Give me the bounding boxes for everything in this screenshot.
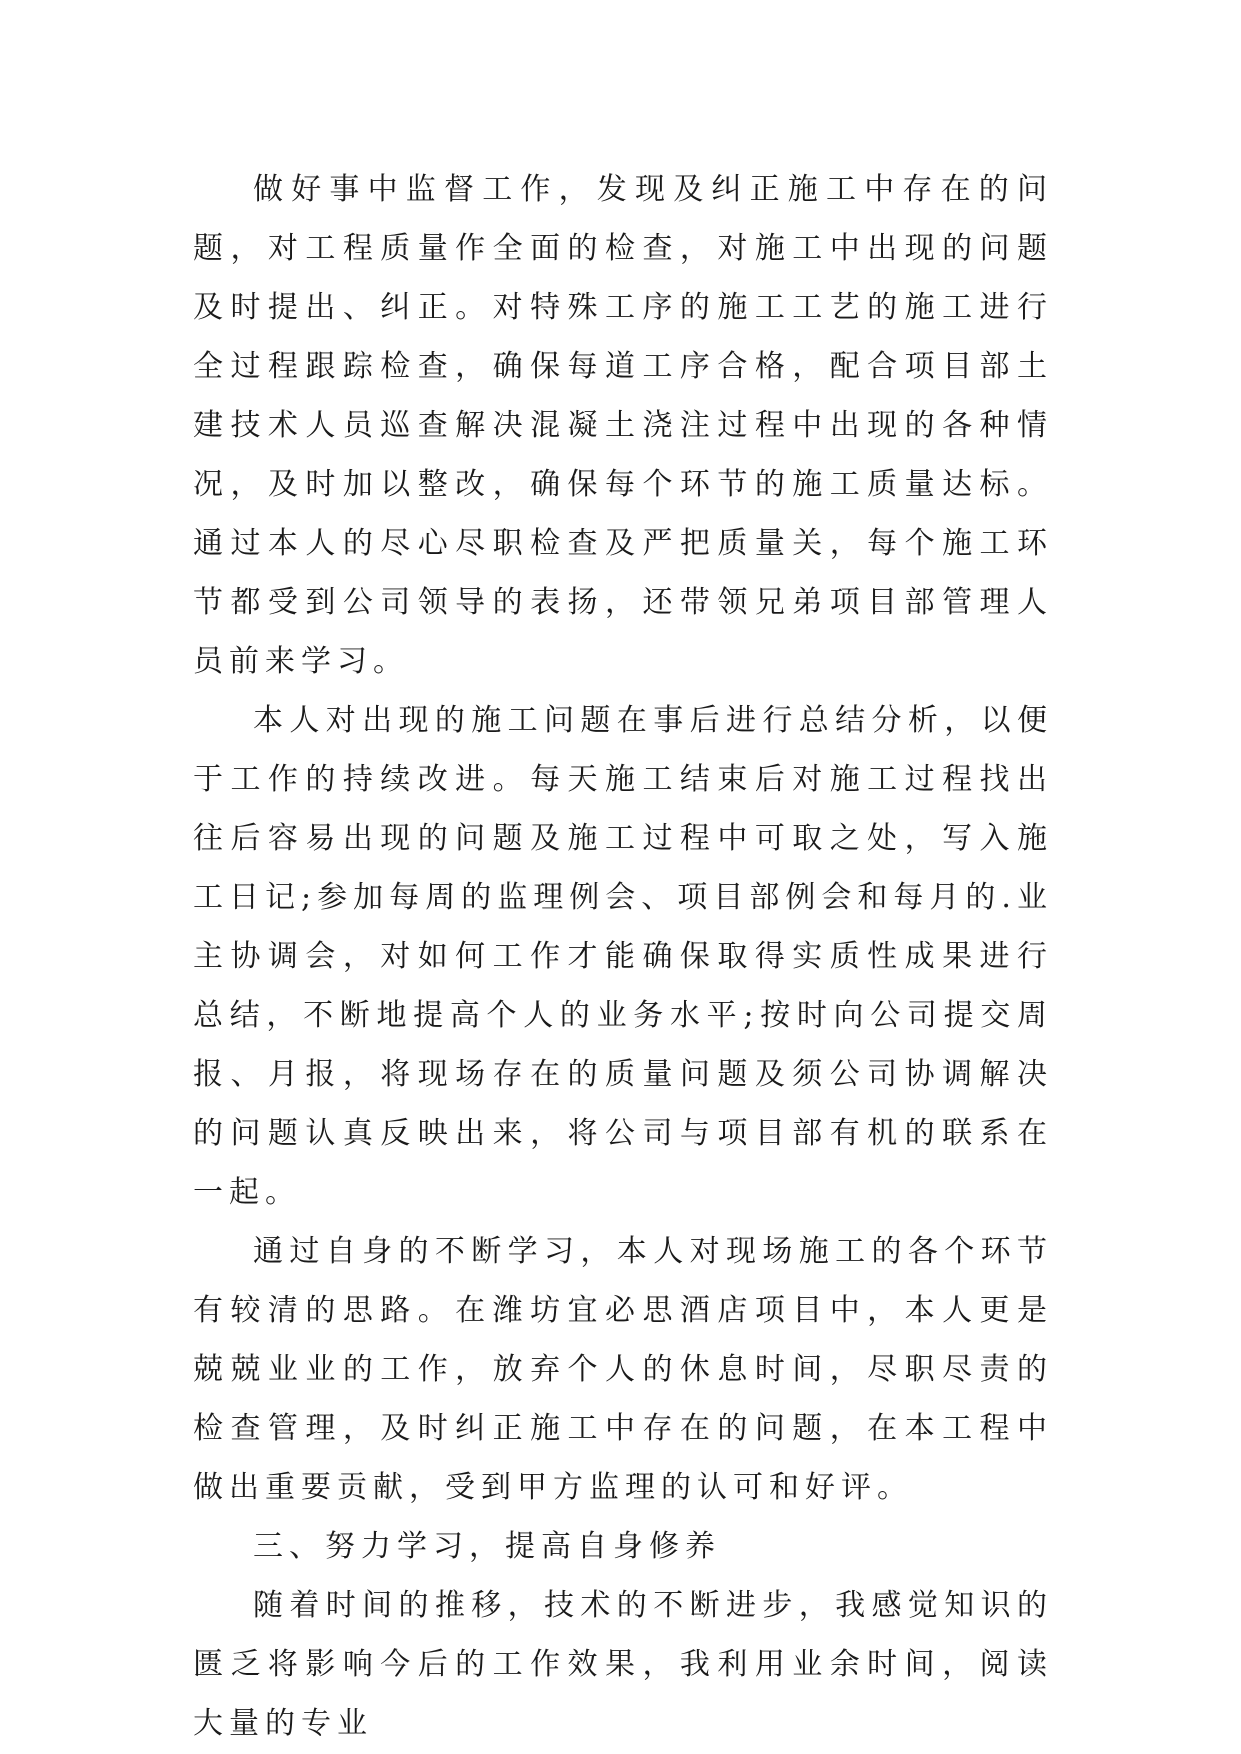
paragraph-summary-analysis: 本人对出现的施工问题在事后进行总结分析，以便于工作的持续改进。每天施工结束后对施工过程找出往后容易出现的问题及施工过程中可取之处，写入施工日记;参加每周的监理例会、项目部例会和每月的.业主协调会，对如何工作才能确保取得实质性成果进行总结，不断地提高个人的业务水平;按时向公司提交周报、月报，将现场存在的质量问题及须公司协调解决的问题认真反映出来，将公司与项目部有机的联系在一起。 — [193, 703, 1053, 1210]
document-body — [193, 160, 1053, 1753]
paragraph-supervision: 做好事中监督工作，发现及纠正施工中存在的问题，对工程质量作全面的检查，对施工中出现的问题及时提出、纠正。对特殊工序的施工工艺的施工进行全过程跟踪检查，确保每道工序合格，配合项目部土建技术人员巡查解决混凝土浇注过程中出现的各种情况，及时加以整改，确保每个环节的施工质量达标。通过本人的尽心尽职检查及严把质量关，每个施工环节都受到公司领导的表扬，还带领兄弟项目部管理人员前来学习。 — [193, 172, 1053, 679]
paragraph-self-learning: 通过自身的不断学习，本人对现场施工的各个环节有较清的思路。在潍坊宜必思酒店项目中，本人更是兢兢业业的工作，放弃个人的休息时间，尽职尽责的检查管理，及时纠正施工中存在的问题，在本工程中做出重要贡献，受到甲方监理的认可和好评。 — [193, 1234, 1053, 1505]
paragraph-knowledge: 随着时间的推移，技术的不断进步，我感觉知识的匮乏将影响今后的工作效果，我利用业余时间，阅读大量的专业 — [193, 1588, 1053, 1741]
section-heading: 三、努力学习，提高自身修养 — [253, 1529, 721, 1564]
